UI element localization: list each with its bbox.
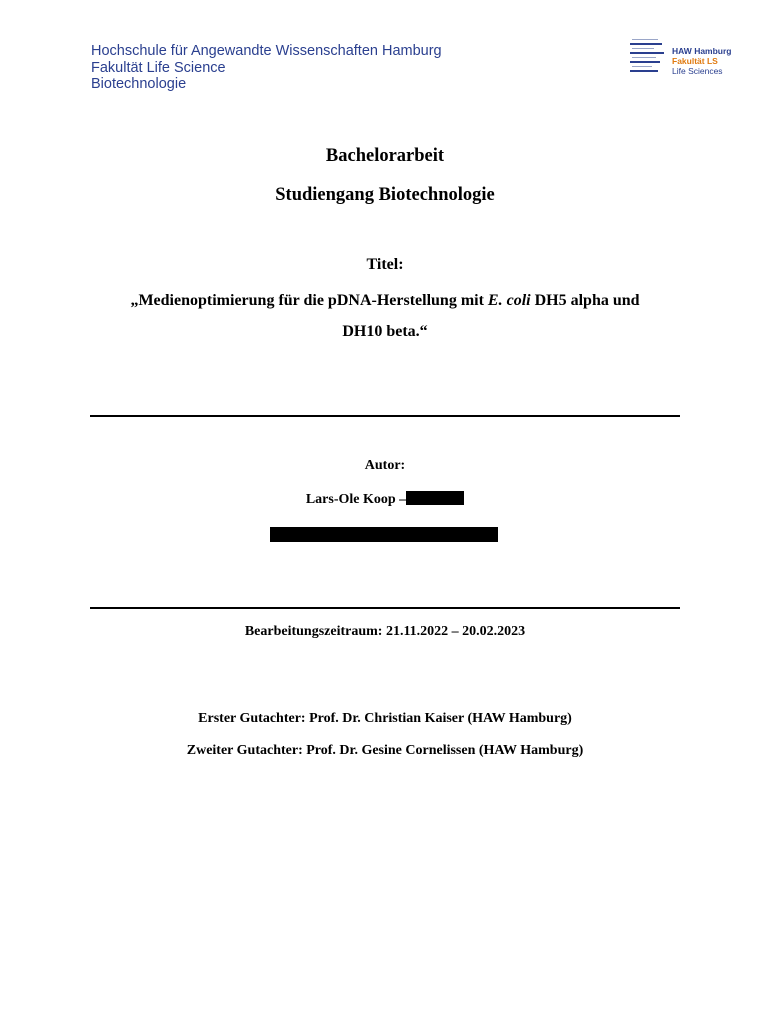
institution-header [91, 43, 442, 93]
logo-bars-icon [630, 38, 664, 76]
divider-bottom [90, 607, 680, 609]
haw-logo [630, 38, 742, 80]
faculty-name: Fakultät Life Science [91, 59, 226, 76]
author-line [0, 491, 770, 508]
logo-line-2: Fakultät LS [672, 56, 718, 66]
processing-period: Bearbeitungszeitraum: 21.11.2022 – 20.02.2023 [244, 624, 526, 639]
study-program: Studiengang Biotechnologie [275, 185, 495, 205]
first-reviewer: Erster Gutachter: Prof. Dr. Christian Kaiser (HAW Hamburg) [198, 711, 572, 726]
author-name: Lars-Ole Koop – [305, 492, 407, 507]
title-label: Titel: [366, 256, 404, 273]
redaction-bar [406, 491, 464, 505]
second-reviewer: Zweiter Gutachter: Prof. Dr. Gesine Cornelissen (HAW Hamburg) [186, 743, 584, 758]
thesis-title-line-2: DH10 beta.“ [342, 323, 428, 340]
logo-line-3: Life Sciences [672, 66, 723, 76]
redaction-bar-wide [270, 527, 498, 542]
university-name: Hochschule für Angewandte Wissenschaften Hamburg [91, 43, 442, 59]
organism-name: E. coli [487, 292, 531, 309]
divider-top [90, 415, 680, 417]
thesis-title-line-1: „Medienoptimierung für die pDNA-Herstellung mit E. coli DH5 alpha und [130, 292, 640, 309]
author-label: Autor: [364, 458, 406, 473]
department-name: Biotechnologie [91, 76, 187, 92]
document-type: Bachelorarbeit [325, 146, 445, 166]
logo-line-1: HAW Hamburg [672, 46, 732, 56]
